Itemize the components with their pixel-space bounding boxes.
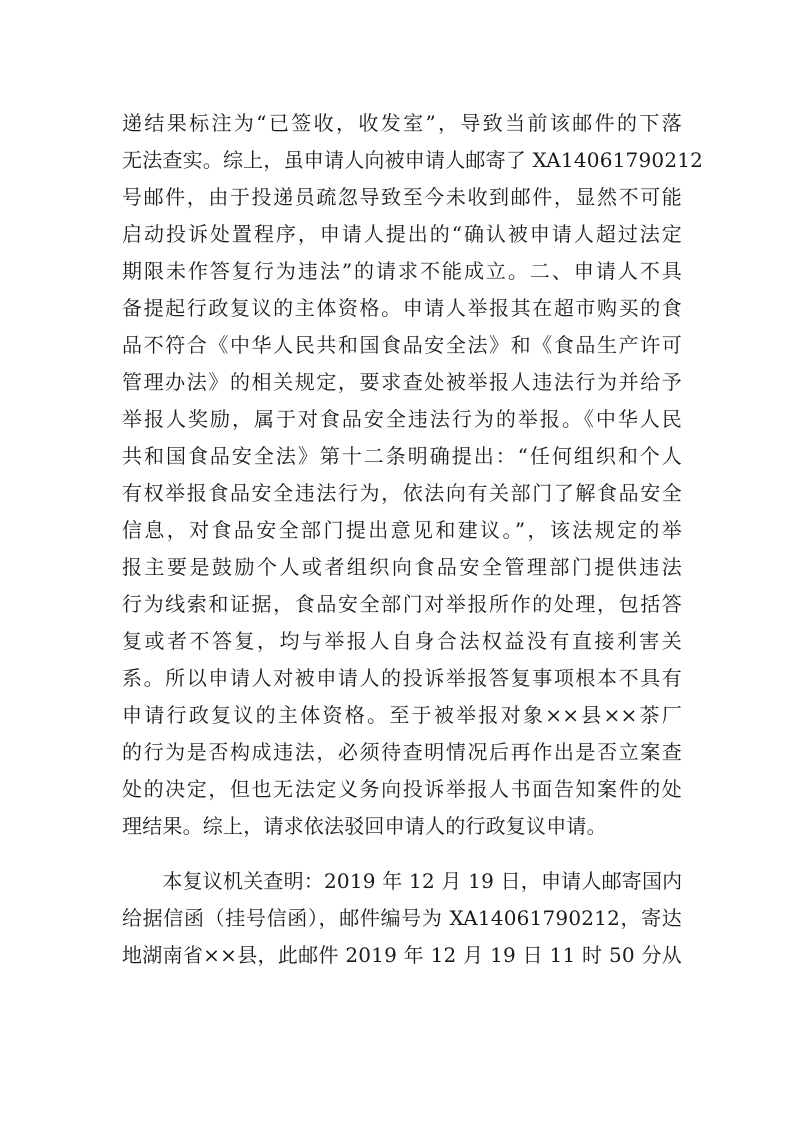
text-line: 品不符合《中华人民共和国食品安全法》和《食品生产许可 [122,333,682,357]
text-line: 本复议机关查明：2019 年 12 月 19 日，申请人邮寄国内 [122,869,683,893]
text-line: 启动投诉处置程序，申请人提出的“确认被申请人超过法定 [122,222,682,246]
text-line: 申请行政复议的主体资格。至于被举报对象××县××茶厂 [122,703,682,727]
text-line: 号邮件，由于投递员疏忽导致至今未收到邮件，显然不可能 [122,185,682,209]
text-line: 管理办法》的相关规定，要求查处被举报人违法行为并给予 [122,370,682,394]
text-line: 理结果。综上，请求依法驳回申请人的行政复议申请。 [122,814,607,838]
text-line: 备提起行政复议的主体资格。申请人举报其在超市购买的食 [122,296,682,320]
text-line: 复或者不答复，均与举报人自身合法权益没有直接利害关 [122,629,682,653]
text-line: 处的决定，但也无法定义务向投诉举报人书面告知案件的处 [122,777,682,801]
text-line: 系。所以申请人对被申请人的投诉举报答复事项根本不具有 [122,666,682,690]
text-line: 行为线索和证据，食品安全部门对举报所作的处理，包括答 [122,592,682,616]
text-line: 信息，对食品安全部门提出意见和建议。”，该法规定的举 [122,518,682,542]
text-line: 报主要是鼓励个人或者组织向食品安全管理部门提供违法 [122,555,682,579]
text-line: 共和国食品安全法》第十二条明确提出：“任何组织和个人 [122,444,682,468]
text-line: 的行为是否构成违法，必须待查明情况后再作出是否立案查 [122,740,682,764]
text-line: 举报人奖励，属于对食品安全违法行为的举报。《中华人民 [122,407,682,431]
text-line: 递结果标注为“已签收，收发室”，导致当前该邮件的下落 [122,111,682,135]
text-line: 给据信函（挂号信函），邮件编号为 XA14061790212，寄达 [122,906,682,930]
text-line: 有权举报食品安全违法行为，依法向有关部门了解食品安全 [122,481,682,505]
text-line: 无法查实。综上，虽申请人向被申请人邮寄了 XA14061790212 [122,148,704,172]
text-line: 地湖南省××县，此邮件 2019 年 12 月 19 日 11 时 50 分从 [122,943,682,967]
text-line: 期限未作答复行为违法”的请求不能成立。二、申请人不具 [122,259,682,283]
